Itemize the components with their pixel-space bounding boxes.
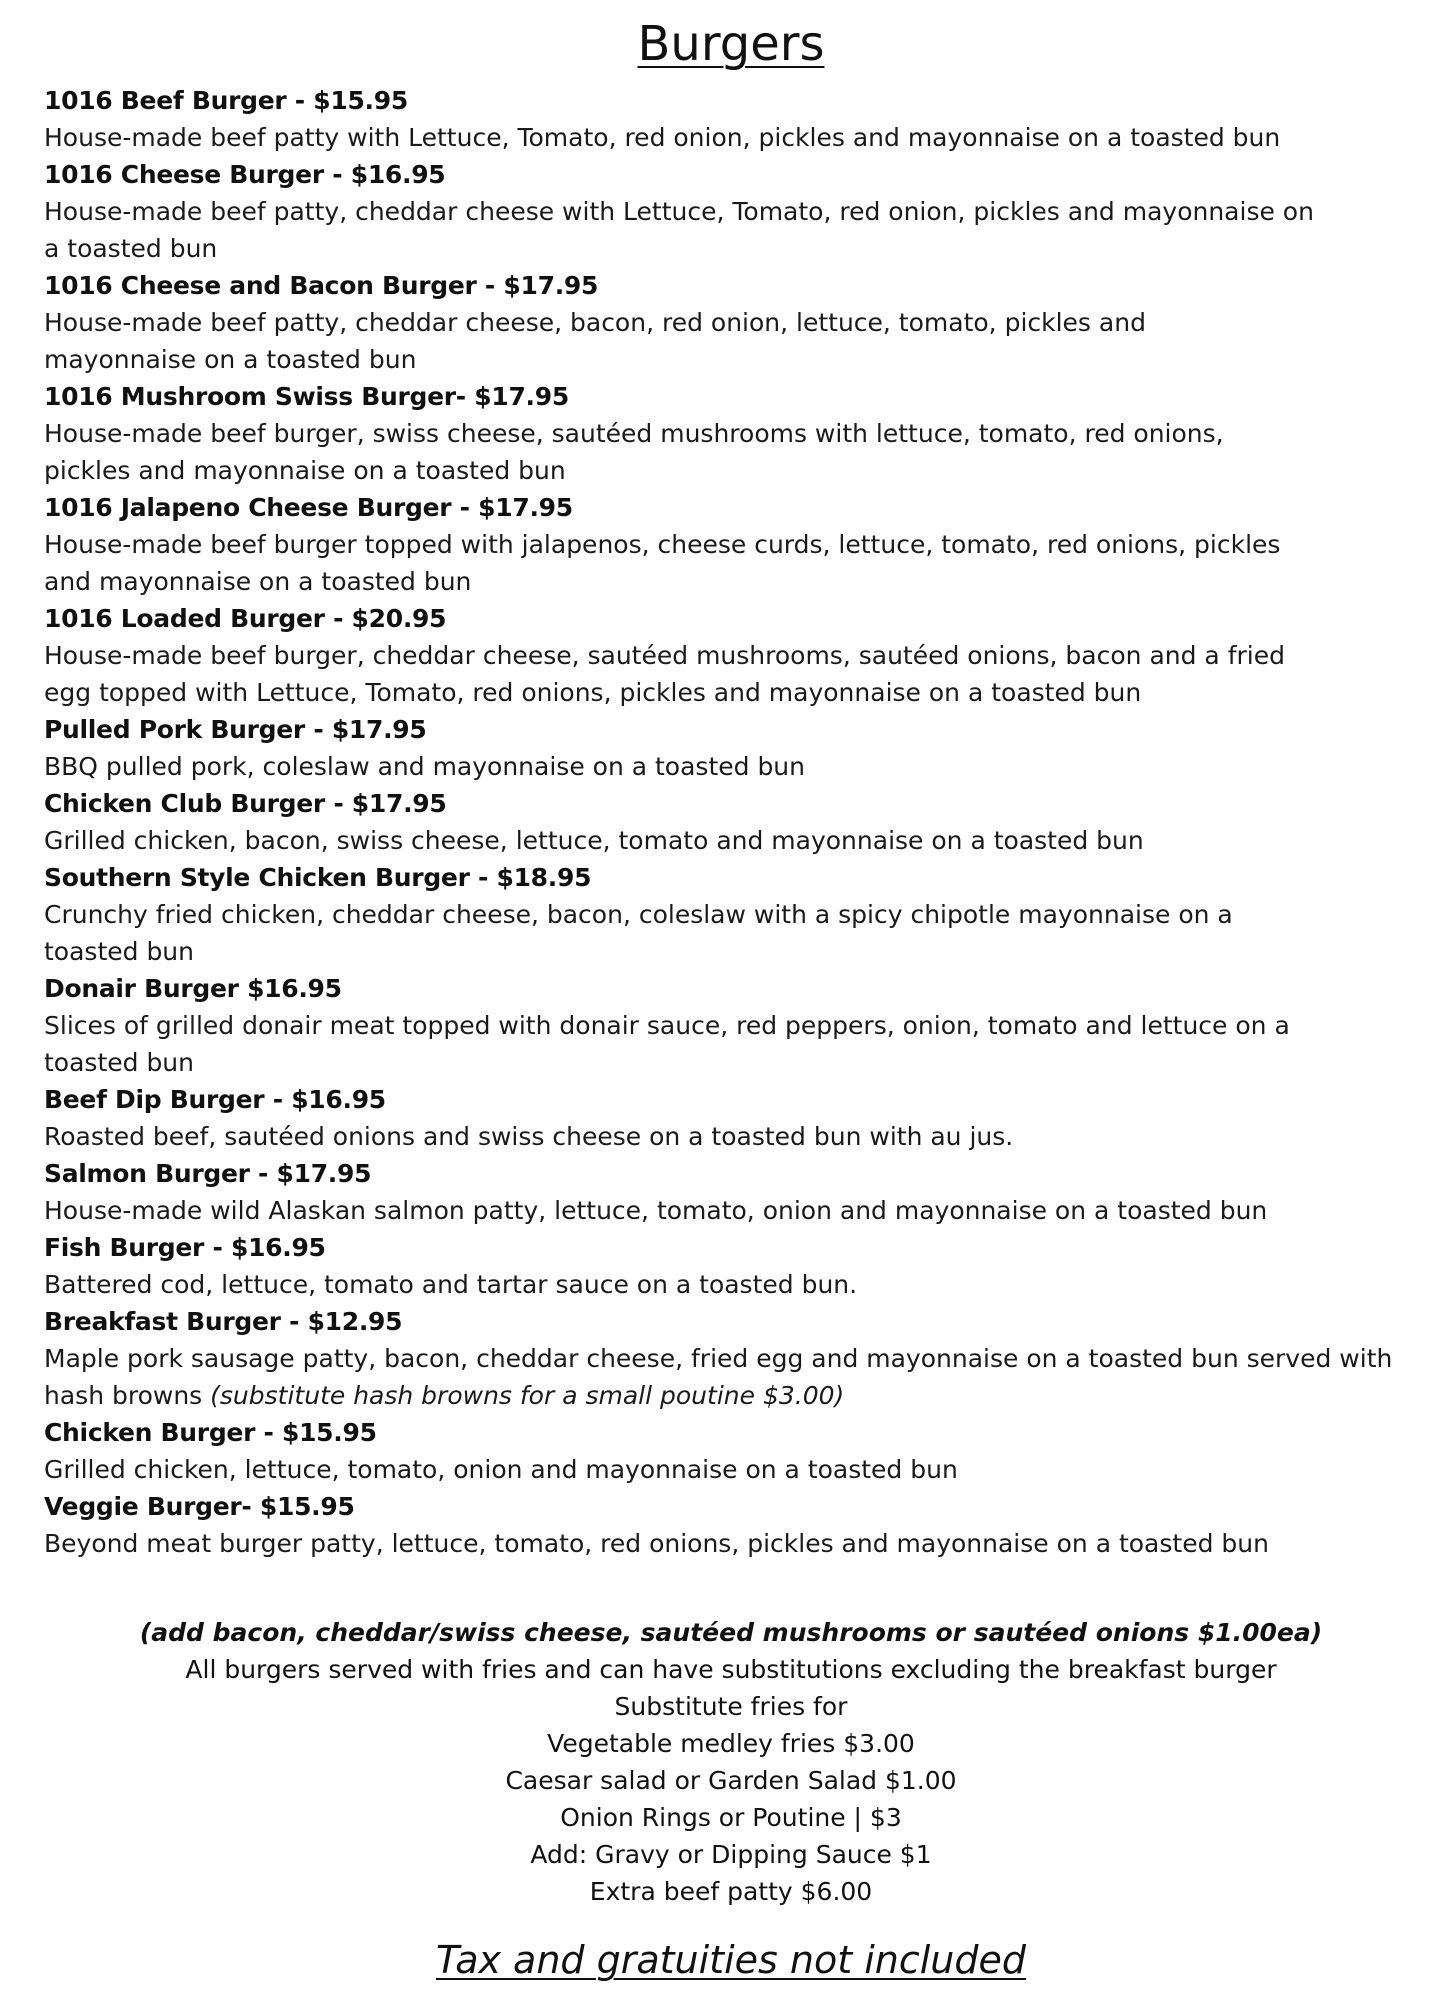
list-item xyxy=(44,970,1394,1081)
item-description: House-made beef patty with Lettuce, Tomato, red onion, pickles and mayonnaise on a toasted bun xyxy=(44,123,1281,152)
footer-line: All burgers served with fries and can have substitutions excluding the breakfast burger xyxy=(185,1655,1277,1684)
item-name: 1016 Jalapeno Cheese Burger - $17.95 xyxy=(44,493,573,522)
item-name: Fish Burger - $16.95 xyxy=(44,1233,326,1262)
list-item xyxy=(44,785,1394,859)
tax-note: Tax and gratuities not included xyxy=(435,1938,1027,1982)
item-name: 1016 Cheese Burger - $16.95 xyxy=(44,160,446,189)
item-description: Battered cod, lettuce, tomato and tartar sauce on a toasted bun. xyxy=(44,1270,858,1299)
item-description xyxy=(44,1340,1394,1414)
item-name: Chicken Burger - $15.95 xyxy=(44,1418,377,1447)
item-description: Beyond meat burger patty, lettuce, tomato, red onions, pickles and mayonnaise on a toasted bun xyxy=(44,1529,1269,1558)
list-item xyxy=(44,711,1394,785)
item-name: Southern Style Chicken Burger - $18.95 xyxy=(44,863,592,892)
item-note: (substitute hash browns for a small poutine $3.00) xyxy=(210,1381,845,1410)
item-description: House-made beef patty, cheddar cheese, bacon, red onion, lettuce, tomato, pickles and mayonnaise on a toasted bun xyxy=(44,308,1146,374)
item-description: House-made wild Alaskan salmon patty, lettuce, tomato, onion and mayonnaise on a toasted bun xyxy=(44,1196,1268,1225)
list-item xyxy=(44,1488,1394,1562)
item-description: Crunchy fried chicken, cheddar cheese, bacon, coleslaw with a spicy chipotle mayonnaise on a toasted bun xyxy=(44,900,1233,966)
item-description: Grilled chicken, lettuce, tomato, onion and mayonnaise on a toasted bun xyxy=(44,1455,958,1484)
footer-line: Substitute fries for xyxy=(614,1692,848,1721)
list-item xyxy=(44,156,1394,267)
list-item xyxy=(44,1155,1394,1229)
footer-line: Vegetable medley fries $3.00 xyxy=(547,1729,915,1758)
list-item xyxy=(44,1081,1394,1155)
item-name: Donair Burger $16.95 xyxy=(44,974,342,1003)
list-item xyxy=(44,267,1394,378)
item-description-text: Maple pork sausage patty, bacon, cheddar cheese, fried egg and mayonnaise on a toasted bun served with hash browns xyxy=(44,1344,1393,1410)
footer-line: Add: Gravy or Dipping Sauce $1 xyxy=(530,1840,932,1869)
item-name: Chicken Club Burger - $17.95 xyxy=(44,789,447,818)
item-name: 1016 Loaded Burger - $20.95 xyxy=(44,604,447,633)
item-description: House-made beef burger, swiss cheese, sautéed mushrooms with lettuce, tomato, red onions, pickles and mayonnaise on a toasted bun xyxy=(44,419,1224,485)
list-item xyxy=(44,378,1394,489)
item-name: Breakfast Burger - $12.95 xyxy=(44,1307,403,1336)
item-description: Grilled chicken, bacon, swiss cheese, lettuce, tomato and mayonnaise on a toasted bun xyxy=(44,826,1144,855)
list-item xyxy=(44,489,1394,600)
list-item xyxy=(44,82,1394,156)
item-description: Roasted beef, sautéed onions and swiss cheese on a toasted bun with au jus. xyxy=(44,1122,1014,1151)
list-item xyxy=(44,1303,1394,1414)
footer-line: Onion Rings or Poutine | $3 xyxy=(560,1803,902,1832)
item-name: Beef Dip Burger - $16.95 xyxy=(44,1085,386,1114)
item-name: Veggie Burger- $15.95 xyxy=(44,1492,355,1521)
footer-line: Caesar salad or Garden Salad $1.00 xyxy=(505,1766,957,1795)
item-description: Slices of grilled donair meat topped with donair sauce, red peppers, onion, tomato and lettuce on a toasted bun xyxy=(44,1011,1290,1077)
item-description: BBQ pulled pork, coleslaw and mayonnaise on a toasted bun xyxy=(44,752,805,781)
footer-line: Extra beef patty $6.00 xyxy=(589,1877,873,1906)
item-description: House-made beef patty, cheddar cheese with Lettuce, Tomato, red onion, pickles and mayonnaise on a toasted bun xyxy=(44,197,1314,263)
item-name: 1016 Mushroom Swiss Burger- $17.95 xyxy=(44,382,569,411)
list-item xyxy=(44,1229,1394,1303)
item-name: 1016 Beef Burger - $15.95 xyxy=(44,86,408,115)
burger-menu-list xyxy=(44,82,1394,1562)
page-title: Burgers xyxy=(637,16,825,72)
addons-note: (add bacon, cheddar/swiss cheese, sautéed mushrooms or sautéed onions $1.00ea) xyxy=(139,1618,1323,1647)
item-name: 1016 Cheese and Bacon Burger - $17.95 xyxy=(44,271,599,300)
list-item xyxy=(44,859,1394,970)
item-description: House-made beef burger topped with jalapenos, cheese curds, lettuce, tomato, red onions, pickles and mayonnaise on a toasted bun xyxy=(44,530,1281,596)
list-item xyxy=(44,1414,1394,1488)
item-description: House-made beef burger, cheddar cheese, sautéed mushrooms, sautéed onions, bacon and a fried egg topped with Lettuce, Tomato, red onions, pickles and mayonnaise on a toasted bun xyxy=(44,641,1285,707)
footer-notes xyxy=(0,1614,1432,1910)
list-item xyxy=(44,600,1394,711)
item-name: Pulled Pork Burger - $17.95 xyxy=(44,715,427,744)
item-name: Salmon Burger - $17.95 xyxy=(44,1159,372,1188)
